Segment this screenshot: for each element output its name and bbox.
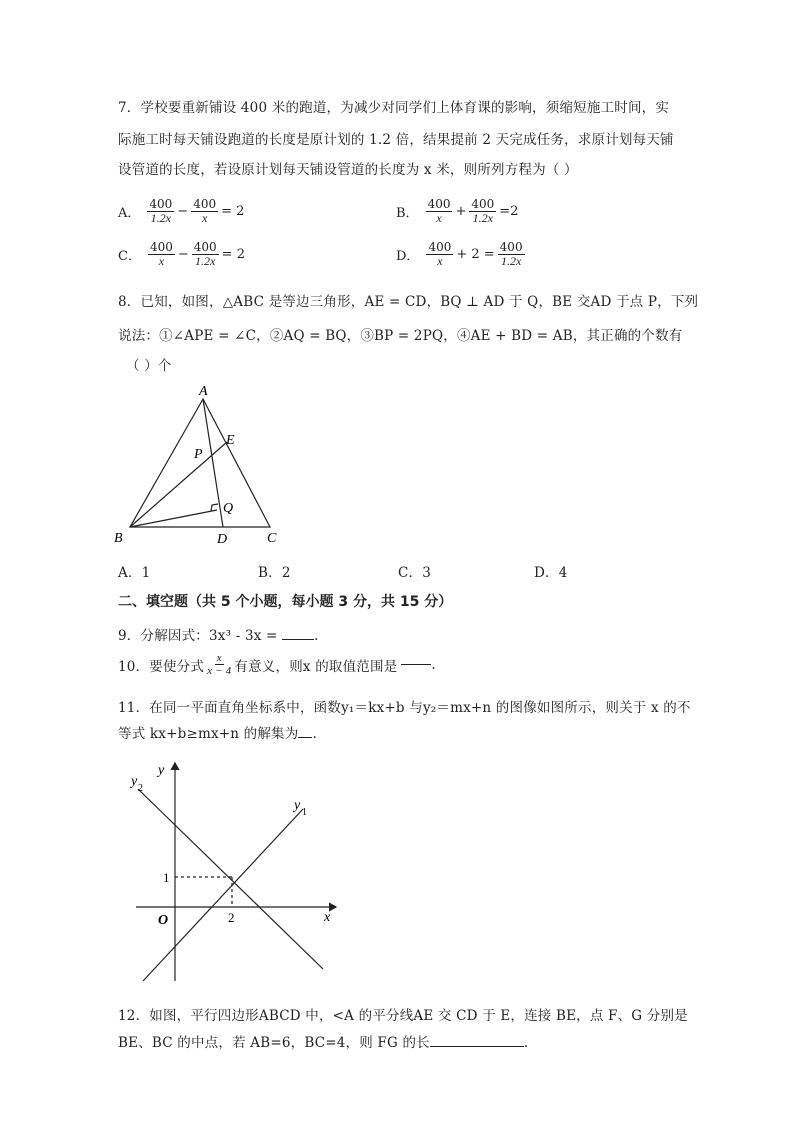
label-b: B <box>114 531 123 546</box>
label-y2: y <box>131 774 138 789</box>
fraction <box>469 198 496 225</box>
label-y1: y <box>294 798 301 813</box>
coordinate-figure <box>118 755 350 987</box>
denominator: 1.2x <box>195 254 216 268</box>
denominator: 1.2x <box>472 211 493 225</box>
denominator: x <box>158 254 165 268</box>
q8-line3: （ ）个 <box>126 358 172 374</box>
q9-answer-blank[interactable] <box>282 639 314 640</box>
denominator: x <box>436 211 442 225</box>
numerator: 400 <box>149 197 173 211</box>
denominator: x <box>201 211 208 225</box>
denominator: x − 4 <box>207 665 232 677</box>
q8-option-a[interactable]: A．1 <box>118 565 151 581</box>
segment-be <box>130 442 227 527</box>
numerator: 400 <box>428 240 452 254</box>
line-y1 <box>143 809 303 981</box>
section-heading: 二、填空题（共 5 个小题，每小题 3 分，共 15 分） <box>118 594 453 610</box>
q9 <box>118 624 319 644</box>
segment-bq <box>130 510 217 527</box>
fraction <box>426 241 453 268</box>
operator: + <box>455 204 467 219</box>
q7-line1: 7．学校要重新铺设 400 米的跑道，为减少对同学们上体育课的影响，须缩短施工时间，实 <box>118 100 670 116</box>
label-a: A <box>199 385 208 399</box>
option-label: D． <box>396 249 420 264</box>
q12-answer-blank[interactable] <box>430 1046 524 1047</box>
q12-line1: 12．如图，平行四边形ABCD 中，<A 的平分线AE 交 CD 于 E，连接 BE，点 F、G 分别是 <box>118 1008 688 1024</box>
numerator: 400 <box>193 197 217 211</box>
q10 <box>118 652 436 677</box>
q12-period: . <box>523 1035 529 1051</box>
label-p: P <box>194 447 203 462</box>
fraction <box>147 198 174 225</box>
option-label: C． <box>118 249 141 264</box>
q7-line3: 设管道的长度，若设原计划每天铺设管道的长度为 x 米，则所列方程为（ ） <box>118 162 578 178</box>
operator: + 2 = <box>456 247 495 262</box>
q8-option-c[interactable]: C．3 <box>398 565 432 581</box>
fraction <box>148 241 175 268</box>
rhs: = 2 <box>221 247 245 262</box>
q8-line2: 说法：①∠APE = ∠C，②AQ = BQ，③BP = 2PQ，④AE + BD = AB，其正确的个数有 <box>118 328 683 344</box>
operator: − <box>177 204 189 219</box>
label-y2-sub: 2 <box>138 783 143 794</box>
q11-line2: 等式 kx+b≥mx+n 的解集为 <box>118 726 299 742</box>
q8-option-b[interactable]: B．2 <box>258 565 291 581</box>
label-two: 2 <box>228 910 235 925</box>
fraction <box>191 198 218 225</box>
label-e: E <box>226 433 235 448</box>
rhs: =2 <box>499 204 519 219</box>
fraction <box>192 241 219 268</box>
fraction <box>498 241 525 268</box>
numerator: 400 <box>499 240 523 254</box>
label-q: Q <box>223 501 234 516</box>
q11-period: . <box>312 726 317 742</box>
q12-line2: BE、BC 的中点，若 AB=6，BC=4，则 FG 的长 <box>118 1035 430 1051</box>
rhs: = 2 <box>221 204 245 219</box>
label-c: C <box>267 531 277 546</box>
q10-post: 有意义，则x 的取值范围是 <box>234 658 398 675</box>
q12-line2-wrap <box>118 1031 528 1051</box>
q7-option-d[interactable] <box>396 241 526 268</box>
denominator: 1.2x <box>150 211 171 225</box>
numerator: x <box>216 652 222 664</box>
q10-pre: 10．要使分式 <box>118 658 205 675</box>
label-one: 1 <box>163 870 170 885</box>
q11-answer-blank[interactable] <box>298 737 312 738</box>
numerator: 400 <box>471 197 495 211</box>
numerator: 400 <box>149 240 173 254</box>
operator: − <box>177 247 189 262</box>
q8-option-d[interactable]: D．4 <box>534 565 568 581</box>
label-y1-sub: 1 <box>302 807 307 818</box>
q8-line1: 8．已知，如图，△ABC 是等边三角形，AE = CD，BQ ⊥ AD 于 Q，BE 交AD 于点 P，下列 <box>118 294 699 310</box>
q9-text: 9．分解因式：3x³ - 3x = <box>118 628 278 644</box>
triangle-figure <box>110 385 300 550</box>
triangle-abc <box>130 399 270 527</box>
fraction <box>426 198 453 225</box>
q10-fraction <box>205 652 233 677</box>
q11-line1: 11．在同一平面直角坐标系中，函数y₁＝kx+b 与y₂＝mx+n 的图像如图所示，则关于 x 的不 <box>118 700 691 716</box>
label-x-axis: x <box>324 910 331 925</box>
q7-option-a[interactable] <box>118 198 246 225</box>
label-d: D <box>217 532 228 547</box>
denominator: 1.2x <box>500 254 522 268</box>
q9-period: . <box>314 628 319 644</box>
numerator: 400 <box>193 240 217 254</box>
q10-answer-blank[interactable] <box>401 664 431 665</box>
q7-option-c[interactable] <box>118 241 247 268</box>
label-y-axis: y <box>158 763 165 778</box>
label-origin: O <box>158 913 169 928</box>
option-label: A． <box>118 206 141 221</box>
q7-option-b[interactable] <box>396 198 520 225</box>
q10-period: . <box>431 656 436 673</box>
option-label: B． <box>396 206 419 221</box>
q7-line2: 际施工时每天铺设跑道的长度是原计划的 1.2 倍，结果提前 2 天完成任务，求原计划每天铺 <box>118 132 674 148</box>
numerator: 400 <box>427 197 451 211</box>
denominator: x <box>437 254 443 268</box>
q11-line2-wrap <box>118 722 317 742</box>
